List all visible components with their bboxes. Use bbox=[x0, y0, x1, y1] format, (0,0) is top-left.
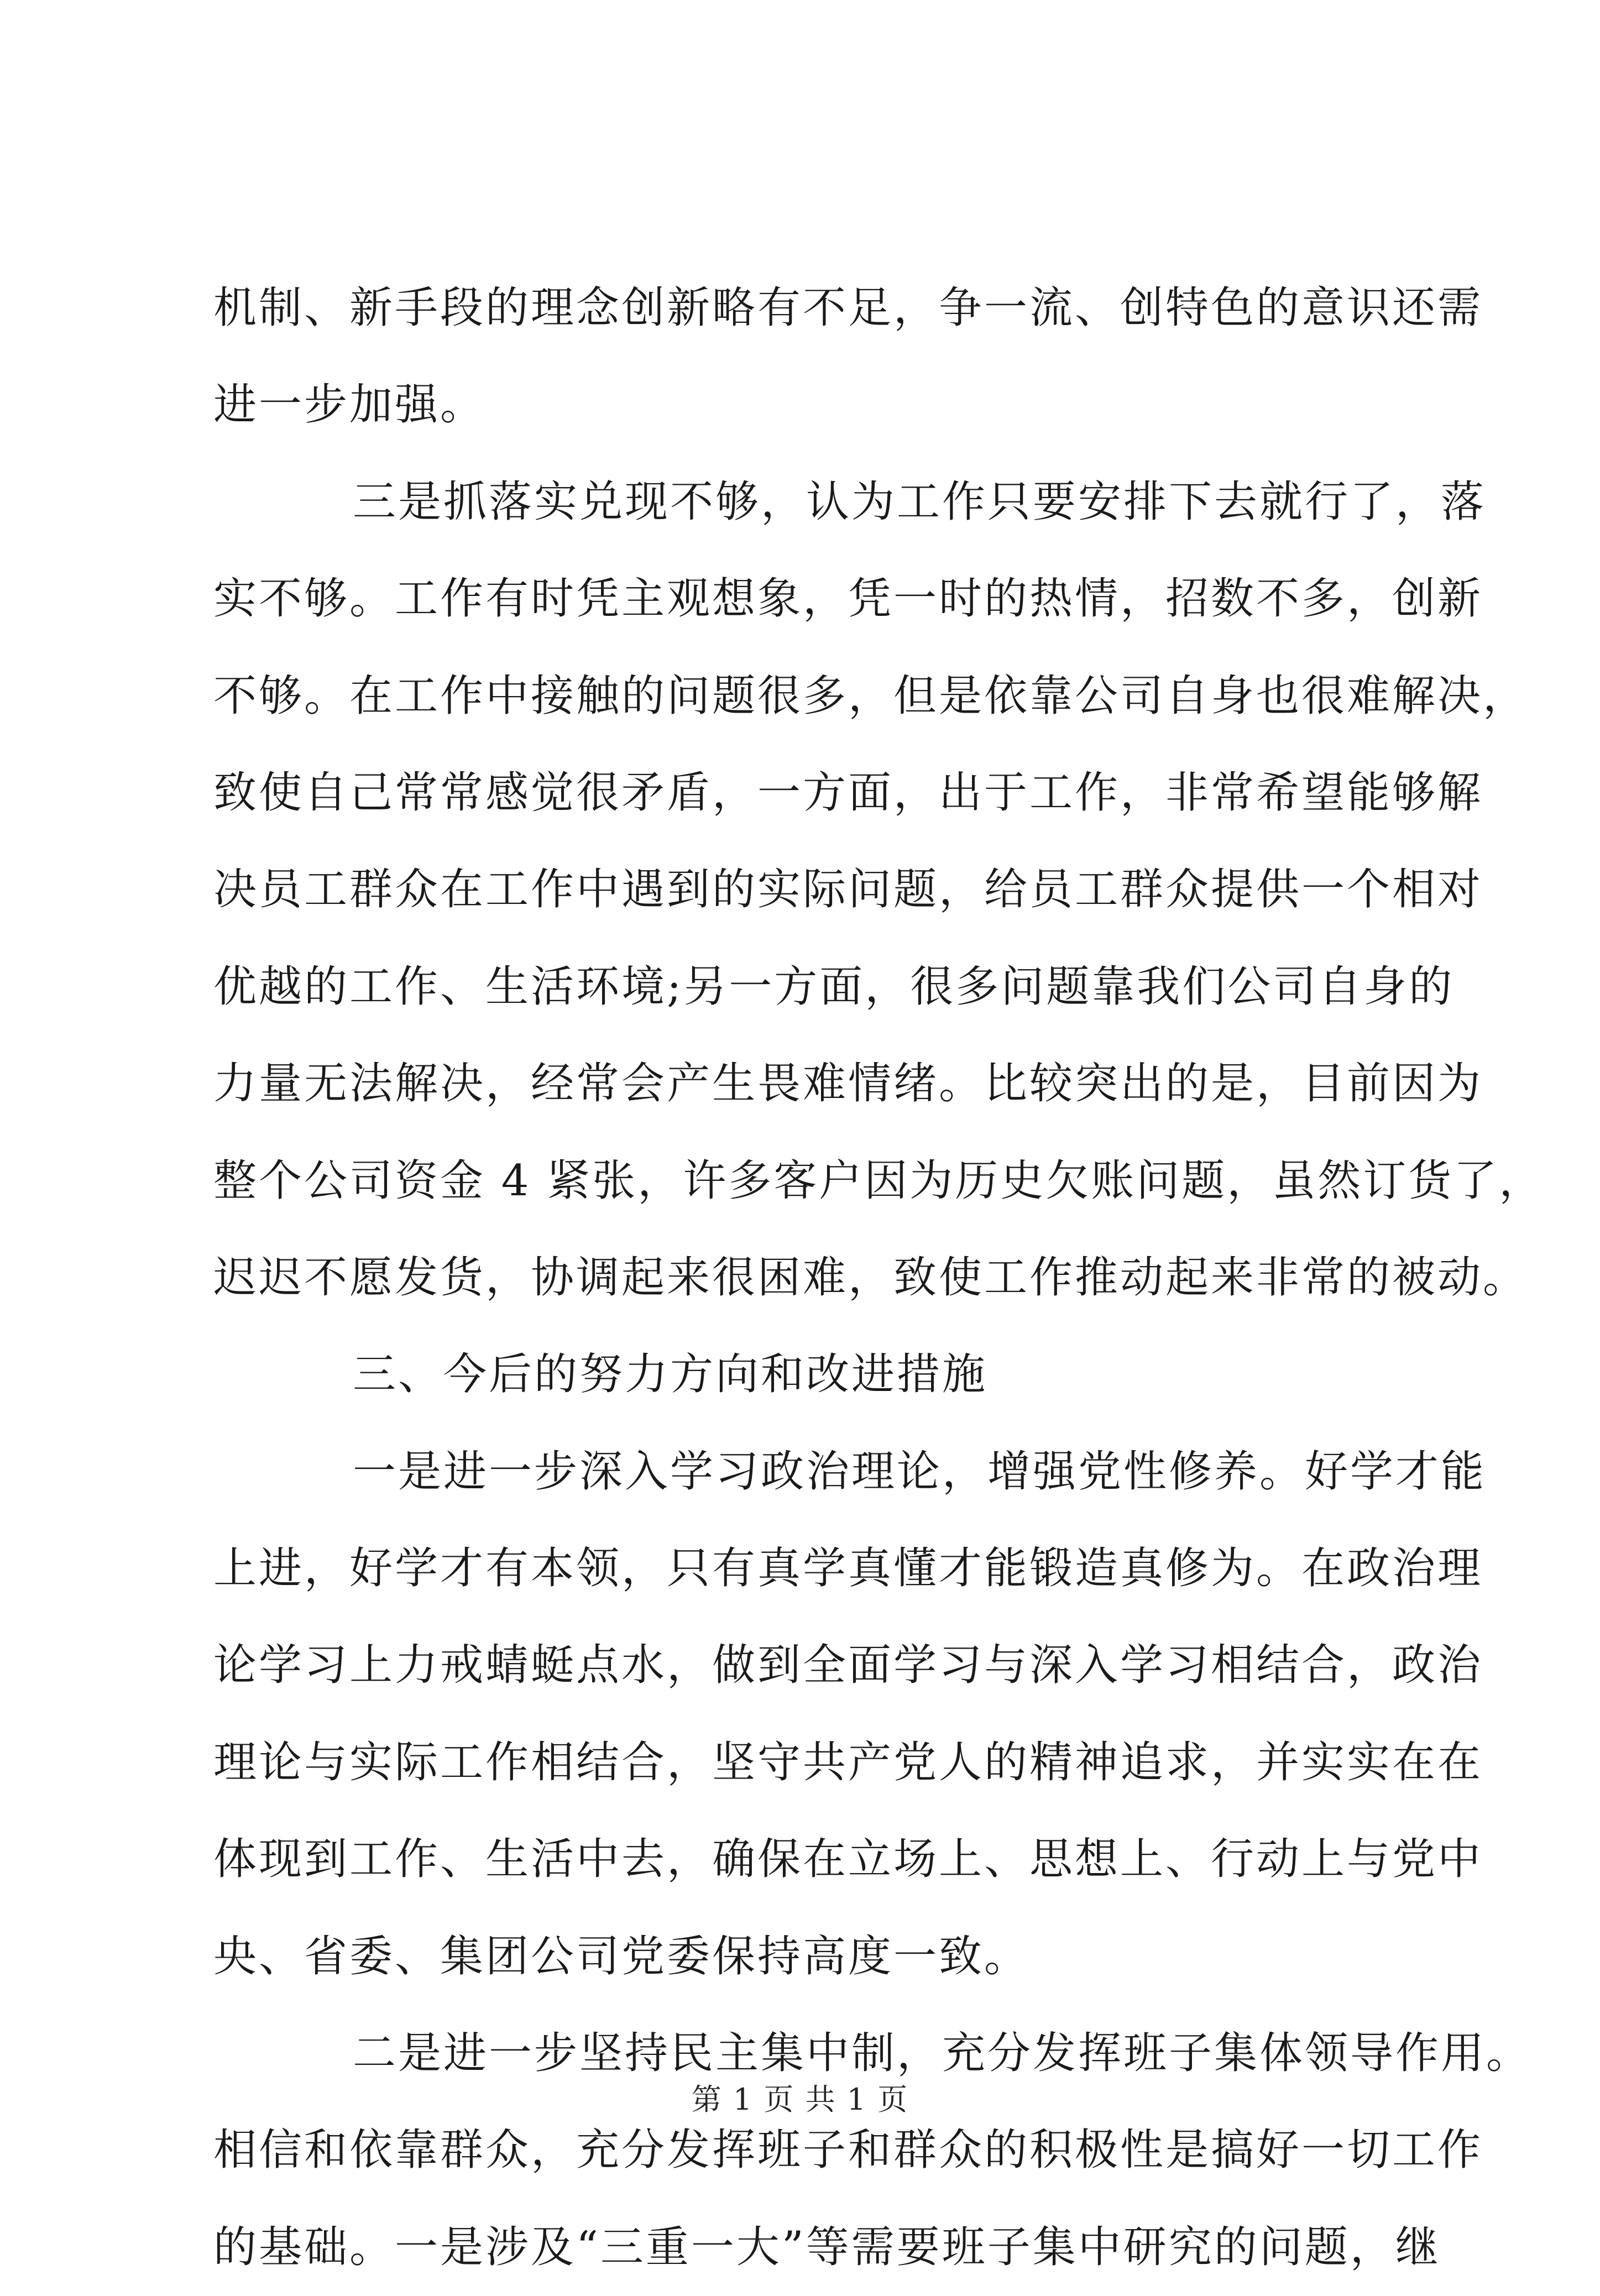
text-line: 优越的工作、生活环境;另一方面，很多问题靠我们公司自身的 bbox=[213, 961, 1455, 1012]
text-line: 央、省委、集团公司党委保持高度一致。 bbox=[213, 1931, 1030, 1981]
text-line: 整个公司资金 4 紧张，许多客户因为历史欠账问题，虽然订货了， bbox=[213, 1155, 1545, 1206]
text-line: 力量无法解决，经常会产生畏难情绪。比较突出的是，目前因为 bbox=[213, 1059, 1483, 1109]
text-line: 迟迟不愿发货，协调起来很困难，致使工作推动起来非常的被动。 bbox=[213, 1252, 1529, 1303]
text-line: 进一步加强。 bbox=[213, 380, 486, 430]
text-line: 三是抓落实兑现不够，认为工作只要安排下去就行了，落 bbox=[353, 477, 1487, 527]
text-line: 决员工群众在工作中遇到的实际问题，给员工群众提供一个相对 bbox=[213, 865, 1483, 915]
text-line: 二是进一步坚持民主集中制，充分发挥班子集体领导作用。 bbox=[353, 2028, 1532, 2079]
text-line: 的基础。一是涉及“三重一大”等需要班子集中研究的问题，继 bbox=[213, 2222, 1441, 2272]
text-line: 一是进一步深入学习政治理论，增强党性修养。好学才能 bbox=[353, 1446, 1487, 1497]
text-line: 致使自己常常感觉很矛盾，一方面，出于工作，非常希望能够解 bbox=[213, 767, 1483, 818]
page-footer: 第 1 页 共 1 页 bbox=[691, 2082, 909, 2117]
text-line: 不够。在工作中接触的问题很多，但是依靠公司自身也很难解决， bbox=[213, 671, 1529, 721]
document-body bbox=[213, 260, 1545, 2296]
text-line: 论学习上力戒蜻蜓点水，做到全面学习与深入学习相结合，政治 bbox=[213, 1640, 1483, 1691]
text-line: 实不够。工作有时凭主观想象，凭一时的热情，招数不多，创新 bbox=[213, 574, 1483, 624]
text-line: 机制、新手段的理念创新略有不足，争一流、创特色的意识还需 bbox=[213, 283, 1483, 333]
text-line: 三、今后的努力方向和改进措施 bbox=[353, 1350, 988, 1400]
text-line: 理论与实际工作相结合，坚守共产党人的精神追求，并实实在在 bbox=[213, 1737, 1483, 1787]
text-line: 上进，好学才有本领，只有真学真懂才能锻造真修为。在政治理 bbox=[213, 1544, 1483, 1594]
text-line: 相信和依靠群众，充分发挥班子和群众的积极性是搞好一切工作 bbox=[213, 2125, 1483, 2175]
text-line: 体现到工作、生活中去，确保在立场上、思想上、行动上与党中 bbox=[213, 1834, 1483, 1885]
